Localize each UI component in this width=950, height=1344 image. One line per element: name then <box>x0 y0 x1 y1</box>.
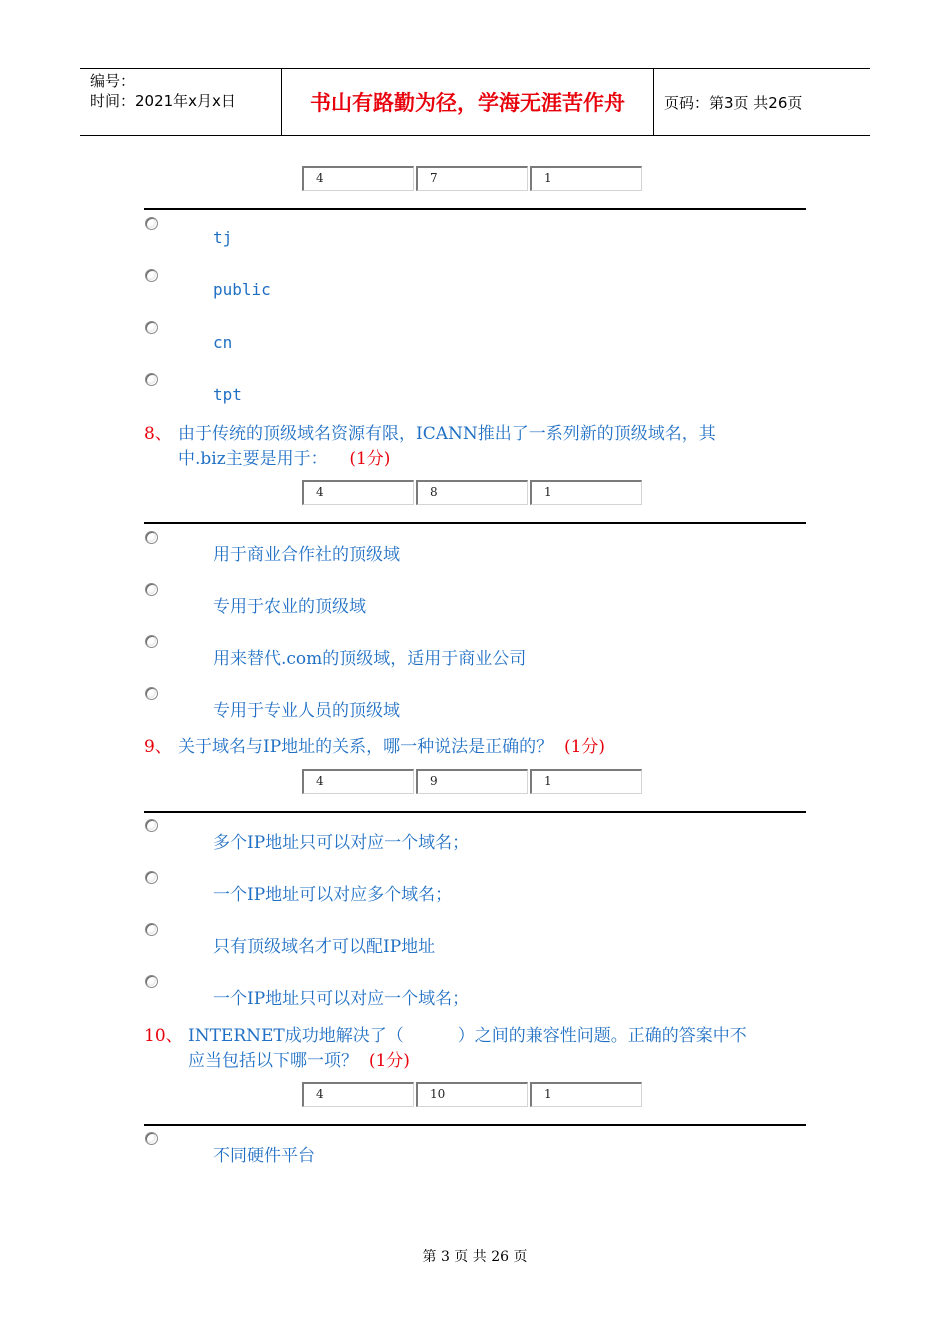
option-label: 多个IP地址只可以对应一个域名； <box>213 833 470 853</box>
option-label: cn <box>213 333 233 352</box>
option-label: 一个IP地址可以对应多个域名； <box>213 885 453 905</box>
question-number: 10、 <box>144 1026 183 1046</box>
option-label: 用于商业合作社的顶级域 <box>213 545 400 565</box>
radio-button[interactable] <box>145 269 158 282</box>
header-motto: 书山有路勤为径，学海无涯苦作舟 <box>282 69 654 135</box>
question-text: INTERNET成功地解决了（ ）之间的兼容性问题。正确的答案中不 <box>188 1026 747 1046</box>
question-number: 8、 <box>144 424 172 444</box>
question-7-inputs <box>302 166 642 191</box>
option-label: 专用于农业的顶级域 <box>213 597 366 617</box>
option-label: 专用于专业人员的顶级域 <box>213 701 400 721</box>
option-label: public <box>213 280 271 299</box>
question-score: (1分) <box>349 449 391 469</box>
radio-button[interactable] <box>145 531 158 544</box>
option-label: 用来替代.com的顶级域，适用于商业公司 <box>213 649 527 669</box>
question-number: 9、 <box>144 737 172 757</box>
question-text: 中.biz主要是用于： <box>178 449 328 469</box>
input-field[interactable]: 4 <box>302 480 414 505</box>
header-page-info: 页码：第3页 共26页 <box>664 93 803 112</box>
radio-button[interactable] <box>145 687 158 700</box>
question-text: 由于传统的顶级域名资源有限，ICANN推出了一系列新的顶级域名，其 <box>178 424 716 444</box>
input-field[interactable]: 10 <box>416 1082 528 1107</box>
option-label: tj <box>213 228 233 247</box>
radio-button[interactable] <box>145 819 158 832</box>
radio-button[interactable] <box>145 923 158 936</box>
option-label: tpt <box>213 385 242 404</box>
option-label: 一个IP地址只可以对应一个域名； <box>213 989 470 1009</box>
input-field[interactable]: 1 <box>530 166 642 191</box>
radio-button[interactable] <box>145 635 158 648</box>
input-field[interactable]: 1 <box>530 480 642 505</box>
radio-button[interactable] <box>145 975 158 988</box>
time-label: 时间：2021年x月x日 <box>90 92 236 110</box>
input-field[interactable]: 9 <box>416 769 528 794</box>
radio-button[interactable] <box>145 373 158 386</box>
input-field[interactable]: 4 <box>302 1082 414 1107</box>
question-10-inputs <box>302 1082 642 1107</box>
divider <box>144 522 806 524</box>
question-score: (1分) <box>563 737 606 757</box>
divider <box>144 208 806 210</box>
input-field[interactable]: 4 <box>302 769 414 794</box>
radio-button[interactable] <box>145 583 158 596</box>
divider <box>144 1124 806 1126</box>
radio-button[interactable] <box>145 871 158 884</box>
question-text: 关于域名与IP地址的关系，哪一种说法是正确的？ <box>178 737 554 757</box>
question-9 <box>144 735 808 760</box>
document-header <box>80 68 870 136</box>
radio-button[interactable] <box>145 321 158 334</box>
question-9-inputs <box>302 769 642 794</box>
question-text: 应当包括以下哪一项？ <box>188 1051 358 1071</box>
input-field[interactable]: 1 <box>530 1082 642 1107</box>
code-label: 编号： <box>90 72 136 90</box>
option-label: 只有顶级域名才可以配IP地址 <box>213 937 436 957</box>
question-8-inputs <box>302 480 642 505</box>
divider <box>144 811 806 813</box>
page-footer: 第 3 页 共 26 页 <box>422 1249 528 1265</box>
input-field[interactable]: 1 <box>530 769 642 794</box>
input-field[interactable]: 7 <box>416 166 528 191</box>
question-8 <box>144 422 808 472</box>
radio-button[interactable] <box>145 1132 158 1145</box>
question-10 <box>144 1024 808 1074</box>
input-field[interactable]: 4 <box>302 166 414 191</box>
radio-button[interactable] <box>145 217 158 230</box>
question-score: (1分) <box>368 1051 410 1071</box>
option-label: 不同硬件平台 <box>213 1146 315 1166</box>
input-field[interactable]: 8 <box>416 480 528 505</box>
header-meta <box>80 69 282 135</box>
